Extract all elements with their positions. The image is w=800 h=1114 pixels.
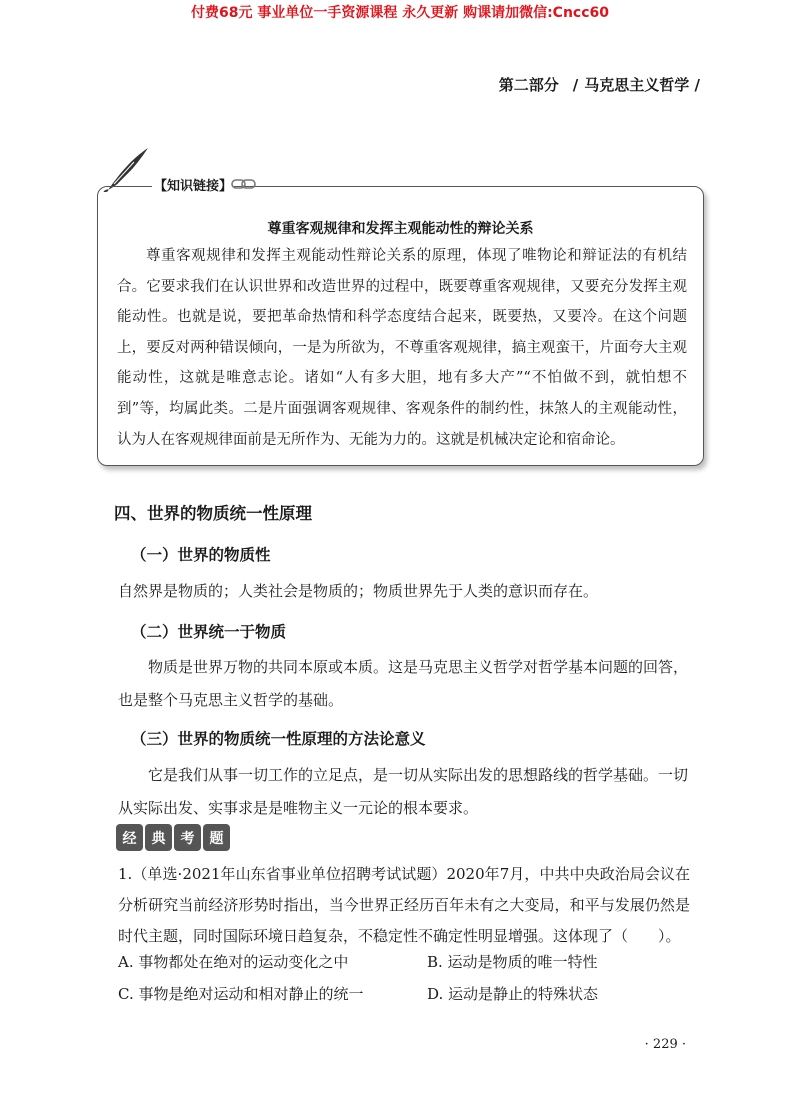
knowledge-link-label: 【知识链接】 (152, 175, 234, 194)
subsection-text-1 (118, 575, 688, 608)
option-a: A. 事物都处在绝对的运动变化之中 (118, 953, 349, 971)
subsection-heading-2: （二）世界统一于物质 (131, 623, 287, 641)
subsection-heading-1: （一）世界的物质性 (131, 546, 271, 564)
chain-link-icon (231, 177, 257, 191)
paragraph: 自然界是物质的；人类社会是物质的；物质世界先于人类的意识而存在。 (118, 582, 599, 600)
badge-char: 题 (203, 824, 230, 851)
knowledge-link-heading: 尊重客观规律和发挥主观能动性的辩论关系 (267, 221, 534, 237)
paragraph: 物质是世界万物的共同本原或本质。这是马克思主义哲学对哲学基本问题的回答，也是整个马克思主义哲学的基础。 (118, 658, 689, 709)
section-heading: 四、世界的物质统一性原理 (114, 504, 312, 523)
knowledge-link-body (117, 241, 687, 455)
option-b: B. 运动是物质的唯一特性 (427, 953, 598, 971)
question-text: 1.（单选·2021年山东省事业单位招聘考试试题）2020年7月，中共中央政治局会议在分析研究当前经济形势时指出，当今世界正经历百年未有之大变局，和平与发展仍然是时代主题，同时国际环境日趋复杂，不稳定性不确定性明显增强。这体现了（ ）。 (118, 865, 690, 945)
paragraph: 它是我们从事一切工作的立足点，是一切从实际出发的思想路线的哲学基础。一切从实际出发、实事求是是唯物主义一元论的根本要求。 (118, 766, 689, 817)
watermark-banner: 付费68元 事业单位一手资源课程 永久更新 购课请加微信:Cncc60 (190, 5, 610, 21)
subsection-text-2 (118, 651, 688, 717)
running-head-part: 第二部分 (498, 76, 559, 94)
classic-questions-badge (116, 824, 230, 851)
running-head (499, 74, 700, 95)
badge-char: 典 (145, 824, 172, 851)
running-head-slash: / (572, 76, 579, 94)
subsection-text-3 (118, 759, 688, 825)
knowledge-link-paragraph: 尊重客观规律和发挥主观能动性辩论关系的原理，体现了唯物论和辩证法的有机结合。它要求我们在认识世界和改造世界的过程中，既要尊重客观规律，又要充分发挥主观能动性。也就是说，要把革命热情和科学态度结合起来，既要热，又要冷。在这个问题上，要反对两种错误倾向，一是为所欲为，不尊重客观规律，搞主观蛮干，片面夸大主观能动性，这就是唯意志论。诸如“人有多大胆，地有多大产”“不怕做不到，就怕想不到”等，均属此类。二是片面强调客观规律、客观条件的制约性，抹煞人的主观能动性，认为人在客观规律面前是无所作为、无能为力的。这就是机械决定论和宿命论。 (117, 248, 687, 448)
option-c: C. 事物是绝对运动和相对静止的统一 (118, 985, 364, 1003)
badge-char: 考 (174, 824, 201, 851)
page-number: · 229 · (644, 1037, 686, 1052)
question-stem (118, 859, 690, 952)
subsection-heading-3: （三）世界的物质统一性原理的方法论意义 (131, 730, 426, 748)
running-head-title: 马克思主义哲学 (584, 76, 690, 94)
running-head-slash-end: / (689, 76, 700, 94)
option-d: D. 运动是静止的特殊状态 (427, 985, 599, 1003)
badge-char: 经 (116, 824, 143, 851)
